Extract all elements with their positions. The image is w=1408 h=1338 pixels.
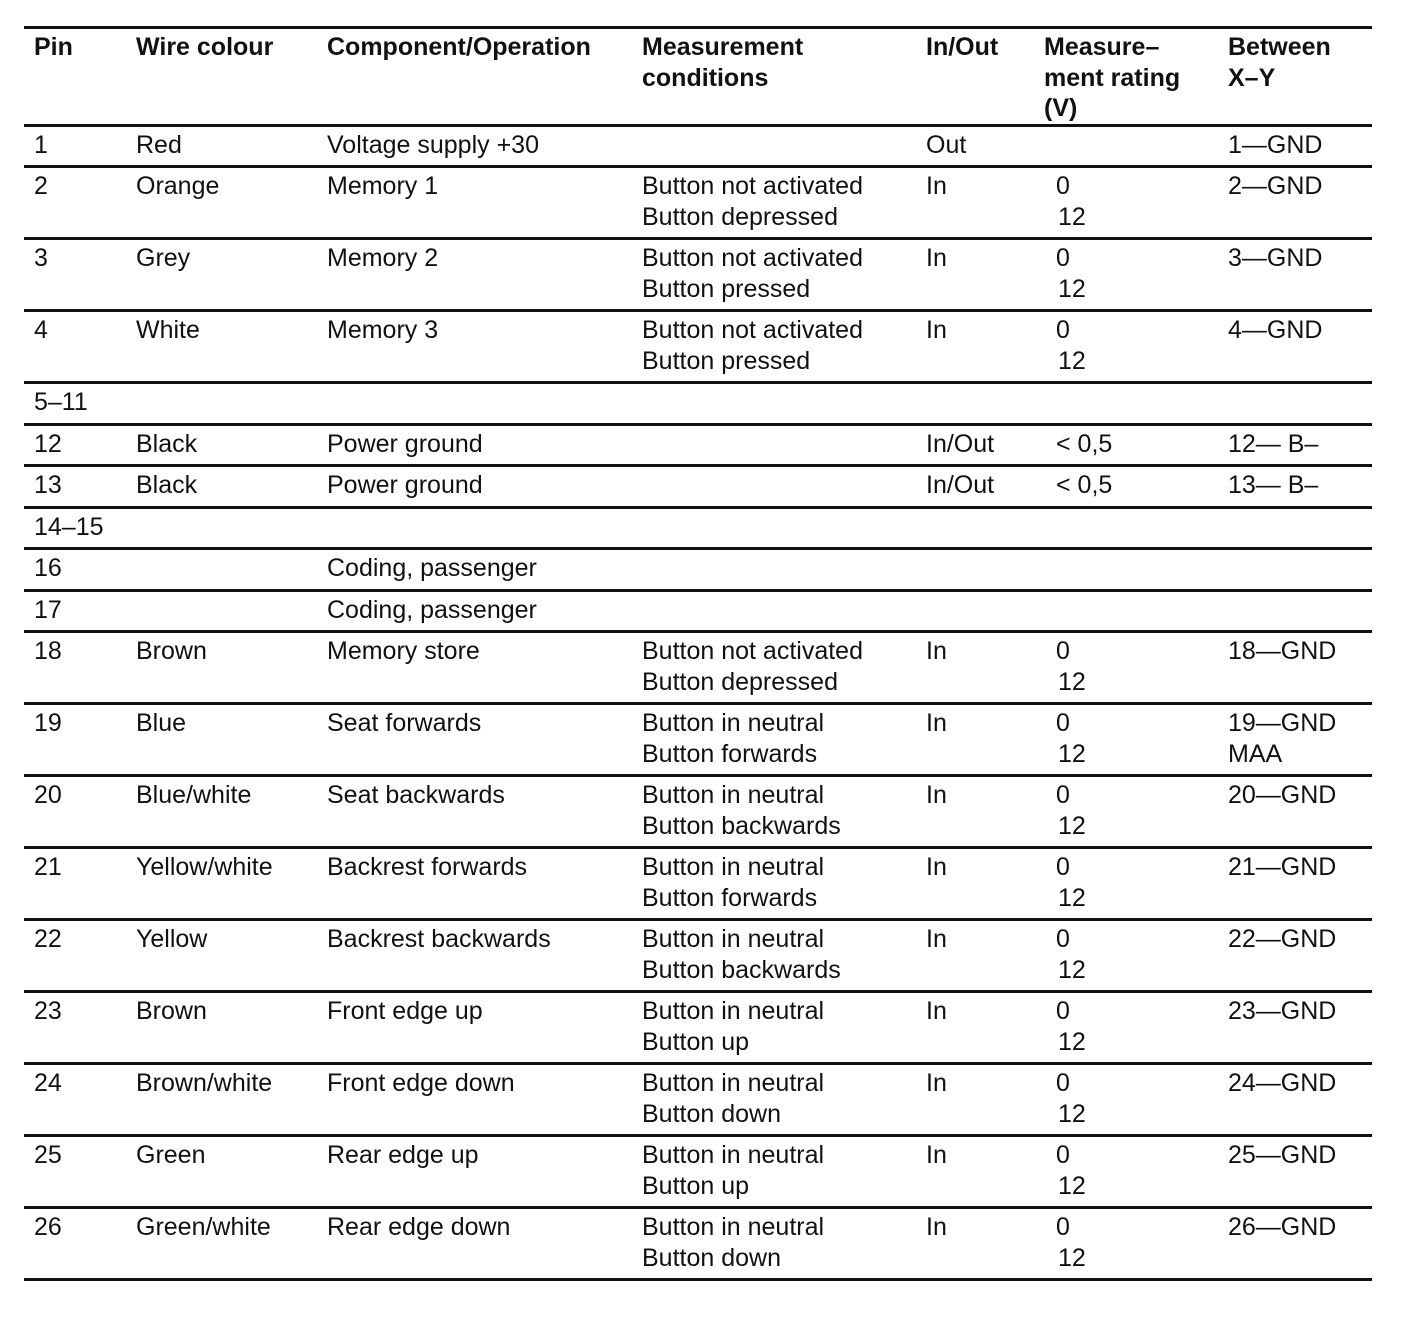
condition-line: Button pressed <box>642 274 811 303</box>
table-row <box>24 632 1372 704</box>
between-cell <box>1218 167 1372 239</box>
condition-line: Button down <box>642 1243 781 1272</box>
in-out-cell: In <box>916 776 1034 848</box>
rating-cell <box>1034 992 1218 1064</box>
between-line: 22—GND <box>1228 925 1337 953</box>
in-out-cell: In <box>916 704 1034 776</box>
between-line: 1—GND <box>1228 130 1323 159</box>
between-line: 4—GND <box>1228 316 1323 344</box>
rating-cell <box>1034 590 1218 632</box>
table-row <box>24 1208 1372 1280</box>
condition-line: Button backwards <box>642 955 841 984</box>
table-row <box>24 848 1372 920</box>
in-out-cell <box>916 590 1034 632</box>
wire-colour-cell: White <box>126 311 317 383</box>
rating-value: 12 <box>1058 1243 1086 1272</box>
pin-cell: 21 <box>24 848 126 920</box>
in-out-cell <box>916 549 1034 591</box>
condition-line: Button not activated <box>642 316 863 344</box>
rating-value: 12 <box>1058 346 1086 375</box>
rating-cell <box>1034 1064 1218 1136</box>
in-out-cell <box>916 507 1034 549</box>
wire-colour-cell: Black <box>126 424 317 466</box>
between-line: 3—GND <box>1228 244 1323 272</box>
between-cell <box>1218 383 1372 425</box>
in-out-cell: In <box>916 848 1034 920</box>
table-row <box>24 239 1372 311</box>
wire-colour-cell: Green <box>126 1136 317 1208</box>
between-line: 20—GND <box>1228 781 1337 809</box>
table-row <box>24 704 1372 776</box>
component-cell: Front edge up <box>317 992 632 1064</box>
table-header-row <box>24 28 1372 126</box>
condition-line: Button in neutral <box>642 997 825 1025</box>
wire-colour-cell: Green/white <box>126 1208 317 1280</box>
component-cell: Coding, passenger <box>317 549 632 591</box>
rating-cell <box>1034 167 1218 239</box>
conditions-cell <box>632 125 916 167</box>
table-row <box>24 992 1372 1064</box>
rating-value: 0 <box>1056 781 1070 809</box>
pin-cell: 12 <box>24 424 126 466</box>
pin-cell: 3 <box>24 239 126 311</box>
in-out-cell: In <box>916 1136 1034 1208</box>
rating-cell <box>1034 549 1218 591</box>
rating-value: 0 <box>1056 1141 1070 1169</box>
rating-cell <box>1034 632 1218 704</box>
rating-value: 12 <box>1058 811 1086 840</box>
wire-colour-cell: Black <box>126 466 317 508</box>
component-cell: Memory 1 <box>317 167 632 239</box>
between-cell <box>1218 125 1372 167</box>
conditions-cell <box>632 549 916 591</box>
rating-value: 0 <box>1056 1213 1070 1241</box>
between-line: 13— B– <box>1228 471 1319 499</box>
in-out-cell: Out <box>916 125 1034 167</box>
pin-cell: 20 <box>24 776 126 848</box>
in-out-cell: In <box>916 1064 1034 1136</box>
condition-line: Button not activated <box>642 172 863 200</box>
component-cell: Memory 3 <box>317 311 632 383</box>
header-conditions-line: conditions <box>642 63 769 92</box>
condition-line: Button not activated <box>642 637 863 665</box>
rating-value: 0 <box>1056 172 1070 200</box>
pin-cell: 14–15 <box>24 507 126 549</box>
rating-cell <box>1034 311 1218 383</box>
between-cell <box>1218 632 1372 704</box>
table-row <box>24 125 1372 167</box>
condition-line: Button in neutral <box>642 709 825 737</box>
table-row <box>24 1064 1372 1136</box>
between-cell <box>1218 239 1372 311</box>
header-conditions-line: Measurement <box>642 33 804 61</box>
table-row <box>24 590 1372 632</box>
rating-value: 12 <box>1058 955 1086 984</box>
in-out-cell: In/Out <box>916 424 1034 466</box>
header-between <box>1218 28 1372 126</box>
between-cell <box>1218 848 1372 920</box>
between-line: 19—GND <box>1228 709 1337 737</box>
header-wire-colour: Wire colour <box>126 28 317 126</box>
condition-line: Button in neutral <box>642 925 825 953</box>
between-cell <box>1218 1208 1372 1280</box>
wire-colour-cell <box>126 507 317 549</box>
pin-cell: 19 <box>24 704 126 776</box>
conditions-cell <box>632 704 916 776</box>
table-body <box>24 125 1372 1280</box>
wire-colour-cell: Brown/white <box>126 1064 317 1136</box>
between-cell <box>1218 507 1372 549</box>
component-cell: Voltage supply +30 <box>317 125 632 167</box>
condition-line: Button down <box>642 1099 781 1128</box>
rating-value: 12 <box>1058 274 1086 303</box>
wire-colour-cell: Yellow/white <box>126 848 317 920</box>
in-out-cell: In/Out <box>916 466 1034 508</box>
rating-value: 0 <box>1056 244 1070 272</box>
between-cell <box>1218 920 1372 992</box>
rating-cell <box>1034 1136 1218 1208</box>
rating-value: 0 <box>1056 637 1070 665</box>
rating-cell <box>1034 125 1218 167</box>
header-in-out: In/Out <box>916 28 1034 126</box>
component-cell: Backrest forwards <box>317 848 632 920</box>
header-component: Component/Operation <box>317 28 632 126</box>
rating-value: < 0,5 <box>1056 471 1113 499</box>
rating-cell <box>1034 1208 1218 1280</box>
conditions-cell <box>632 311 916 383</box>
rating-cell <box>1034 424 1218 466</box>
component-cell: Front edge down <box>317 1064 632 1136</box>
conditions-cell <box>632 466 916 508</box>
between-cell <box>1218 549 1372 591</box>
pin-cell: 22 <box>24 920 126 992</box>
rating-value: 12 <box>1058 1099 1086 1128</box>
between-line: 23—GND <box>1228 997 1337 1025</box>
conditions-cell <box>632 1136 916 1208</box>
condition-line: Button forwards <box>642 739 818 768</box>
header-between-line: X–Y <box>1228 63 1276 92</box>
rating-value: 0 <box>1056 316 1070 344</box>
conditions-cell <box>632 507 916 549</box>
pin-assignment-table <box>24 26 1372 1281</box>
wire-colour-cell <box>126 590 317 632</box>
header-measurement-rating <box>1034 28 1218 126</box>
rating-cell <box>1034 466 1218 508</box>
between-cell <box>1218 1136 1372 1208</box>
between-cell <box>1218 704 1372 776</box>
condition-line: Button depressed <box>642 667 838 696</box>
table-row <box>24 1136 1372 1208</box>
wire-colour-cell: Yellow <box>126 920 317 992</box>
rating-value: < 0,5 <box>1056 429 1113 458</box>
header-measurement-conditions <box>632 28 916 126</box>
rating-value: 12 <box>1058 1027 1086 1056</box>
in-out-cell: In <box>916 239 1034 311</box>
condition-line: Button pressed <box>642 346 811 375</box>
wire-colour-cell <box>126 383 317 425</box>
in-out-cell <box>916 383 1034 425</box>
conditions-cell <box>632 632 916 704</box>
pin-cell: 2 <box>24 167 126 239</box>
wire-colour-cell: Brown <box>126 632 317 704</box>
component-cell: Seat backwards <box>317 776 632 848</box>
between-cell <box>1218 776 1372 848</box>
component-cell <box>317 507 632 549</box>
between-cell <box>1218 424 1372 466</box>
between-line: 18—GND <box>1228 637 1337 665</box>
rating-value: 0 <box>1056 925 1070 953</box>
rating-value: 0 <box>1056 1069 1070 1097</box>
condition-line: Button up <box>642 1171 750 1200</box>
wire-colour-cell: Grey <box>126 239 317 311</box>
component-cell: Rear edge up <box>317 1136 632 1208</box>
component-cell: Power ground <box>317 424 632 466</box>
condition-line: Button in neutral <box>642 781 825 809</box>
component-cell: Power ground <box>317 466 632 508</box>
rating-cell <box>1034 239 1218 311</box>
conditions-cell <box>632 848 916 920</box>
rating-value: 12 <box>1058 883 1086 912</box>
pin-cell: 17 <box>24 590 126 632</box>
condition-line: Button in neutral <box>642 853 825 881</box>
between-cell <box>1218 466 1372 508</box>
pin-cell: 5–11 <box>24 383 126 425</box>
component-cell: Memory store <box>317 632 632 704</box>
rating-value: 12 <box>1058 739 1086 768</box>
wire-colour-cell <box>126 549 317 591</box>
component-cell: Rear edge down <box>317 1208 632 1280</box>
conditions-cell <box>632 920 916 992</box>
rating-cell <box>1034 383 1218 425</box>
header-pin: Pin <box>24 28 126 126</box>
conditions-cell <box>632 239 916 311</box>
table-row <box>24 383 1372 425</box>
in-out-cell: In <box>916 920 1034 992</box>
rating-value: 0 <box>1056 997 1070 1025</box>
wire-colour-cell: Blue <box>126 704 317 776</box>
between-cell <box>1218 590 1372 632</box>
table-row <box>24 311 1372 383</box>
condition-line: Button in neutral <box>642 1141 825 1169</box>
between-cell <box>1218 992 1372 1064</box>
conditions-cell <box>632 776 916 848</box>
component-cell: Seat forwards <box>317 704 632 776</box>
conditions-cell <box>632 1208 916 1280</box>
condition-line: Button in neutral <box>642 1069 825 1097</box>
rating-value: 12 <box>1058 202 1086 231</box>
between-line: 25—GND <box>1228 1141 1337 1169</box>
between-line: MAA <box>1228 739 1283 768</box>
rating-cell <box>1034 507 1218 549</box>
in-out-cell: In <box>916 632 1034 704</box>
between-line: 12— B– <box>1228 429 1319 458</box>
conditions-cell <box>632 167 916 239</box>
table-row <box>24 507 1372 549</box>
in-out-cell: In <box>916 311 1034 383</box>
header-between-line: Between <box>1228 33 1331 61</box>
between-cell <box>1218 1064 1372 1136</box>
rating-cell <box>1034 776 1218 848</box>
pin-cell: 24 <box>24 1064 126 1136</box>
in-out-cell: In <box>916 992 1034 1064</box>
rating-value: 0 <box>1056 709 1070 737</box>
table-row <box>24 549 1372 591</box>
pin-cell: 4 <box>24 311 126 383</box>
component-cell: Backrest backwards <box>317 920 632 992</box>
component-cell: Memory 2 <box>317 239 632 311</box>
condition-line: Button not activated <box>642 244 863 272</box>
wire-colour-cell: Blue/white <box>126 776 317 848</box>
between-line: 26—GND <box>1228 1213 1337 1241</box>
between-cell <box>1218 311 1372 383</box>
pin-cell: 23 <box>24 992 126 1064</box>
table-row <box>24 920 1372 992</box>
between-line: 2—GND <box>1228 172 1323 200</box>
conditions-cell <box>632 383 916 425</box>
pin-cell: 25 <box>24 1136 126 1208</box>
header-rating-line: Measure– <box>1044 33 1160 61</box>
table-row <box>24 466 1372 508</box>
conditions-cell <box>632 424 916 466</box>
rating-value: 12 <box>1058 667 1086 696</box>
pin-cell: 16 <box>24 549 126 591</box>
condition-line: Button up <box>642 1027 750 1056</box>
wire-colour-cell: Brown <box>126 992 317 1064</box>
header-rating-line: ment rating <box>1044 63 1181 92</box>
in-out-cell: In <box>916 167 1034 239</box>
in-out-cell: In <box>916 1208 1034 1280</box>
rating-cell <box>1034 704 1218 776</box>
rating-cell <box>1034 848 1218 920</box>
table-row <box>24 167 1372 239</box>
between-line: 21—GND <box>1228 853 1337 881</box>
table-row <box>24 424 1372 466</box>
pin-assignment-document <box>24 26 1372 1281</box>
condition-line: Button depressed <box>642 202 838 231</box>
conditions-cell <box>632 590 916 632</box>
component-cell: Coding, passenger <box>317 590 632 632</box>
pin-cell: 13 <box>24 466 126 508</box>
rating-value: 0 <box>1056 853 1070 881</box>
wire-colour-cell: Orange <box>126 167 317 239</box>
rating-cell <box>1034 920 1218 992</box>
pin-cell: 1 <box>24 125 126 167</box>
condition-line: Button forwards <box>642 883 818 912</box>
component-cell <box>317 383 632 425</box>
table-row <box>24 776 1372 848</box>
condition-line: Button backwards <box>642 811 841 840</box>
between-line: 24—GND <box>1228 1069 1337 1097</box>
rating-value: 12 <box>1058 1171 1086 1200</box>
pin-cell: 26 <box>24 1208 126 1280</box>
header-rating-line: (V) <box>1044 94 1078 122</box>
condition-line: Button in neutral <box>642 1213 825 1241</box>
pin-cell: 18 <box>24 632 126 704</box>
conditions-cell <box>632 1064 916 1136</box>
conditions-cell <box>632 992 916 1064</box>
wire-colour-cell: Red <box>126 125 317 167</box>
